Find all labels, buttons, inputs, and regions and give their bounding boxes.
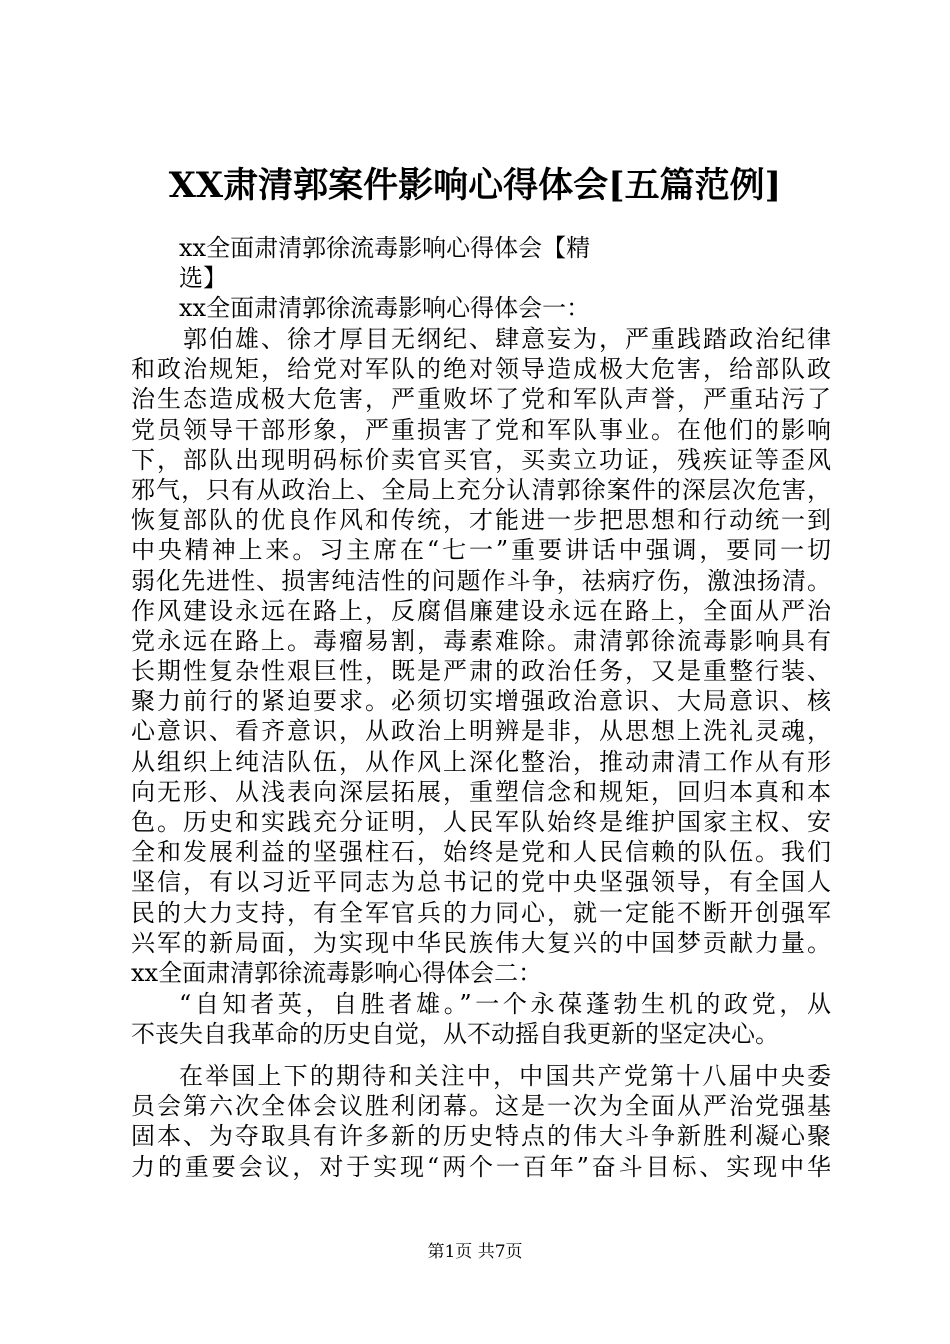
text-line: 固本、为夺取具有许多新的历史特点的伟大斗争新胜利凝心聚 — [131, 1122, 831, 1151]
intro-line: xx全面肃清郭徐流毒影响心得体会一： — [179, 294, 591, 323]
text-line: 中央精神上来。习主席在“七一”重要讲话中强调，要同一切 — [131, 536, 831, 565]
document-title: XX肃清郭案件影响心得体会[五篇范例] — [168, 165, 782, 206]
intro-line: xx全面肃清郭徐流毒影响心得体会【精 — [179, 234, 591, 262]
text-line: 坚信，有以习近平同志为总书记的党中央坚强领导，有全国人 — [131, 868, 831, 897]
paragraph-2 — [131, 989, 831, 1049]
text-line: 作风建设永远在路上，反腐倡廉建设永远在路上，全面从严治 — [131, 596, 831, 625]
text-line: 郭伯雄、徐才厚目无纲纪、肆意妄为，严重践踏政治纪律 — [131, 325, 831, 353]
text-line: 恢复部队的优良作风和传统，才能进一步把思想和行动统一到 — [131, 506, 831, 535]
text-line: 邪气，只有从政治上、全局上充分认清郭徐案件的深层次危害， — [131, 475, 831, 504]
paragraph-1 — [131, 324, 831, 988]
section-heading-line: xx全面肃清郭徐流毒影响心得体会二： — [131, 958, 543, 987]
text-line: 弱化先进性、损害纯洁性的问题作斗争，祛病疗伤，激浊扬清。 — [131, 566, 831, 595]
page-footer: 第1页 共7页 — [427, 1242, 523, 1262]
text-line: 长期性复杂性艰巨性，既是严肃的政治任务，又是重整行装、 — [131, 657, 831, 686]
intro-line: 选】 — [179, 264, 227, 293]
text-line: 聚力前行的紧迫要求。必须切实增强政治意识、大局意识、核 — [131, 687, 831, 716]
text-line: 下，部队出现明码标价卖官买官，买卖立功证，残疾证等歪风 — [131, 445, 831, 474]
text-line: 党永远在路上。毒瘤易割，毒素难除。肃清郭徐流毒影响具有 — [131, 626, 831, 655]
text-line: 色。历史和实践充分证明，人民军队始终是维护国家主权、安 — [131, 808, 831, 836]
paragraph-3 — [131, 1061, 831, 1182]
text-line: 在举国上下的期待和关注中，中国共产党第十八届中央委 — [179, 1062, 831, 1090]
text-line: 治生态造成极大危害，严重败坏了党和军队声誉，严重玷污了 — [131, 385, 831, 414]
text-line: 和政治规矩，给党对军队的绝对领导造成极大危害，给部队政 — [131, 355, 831, 384]
text-line: 全和发展利益的坚强柱石，始终是党和人民信赖的队伍。我们 — [131, 838, 831, 867]
text-line: 员会第六次全体会议胜利闭幕。这是一次为全面从严治党强基 — [131, 1092, 831, 1121]
text-line: 从组织上纯洁队伍，从作风上深化整治，推动肃清工作从有形 — [131, 747, 831, 776]
text-line: 向无形、从浅表向深层拓展，重塑信念和规矩，回归本真和本 — [131, 777, 831, 806]
text-line: 兴军的新局面，为实现中华民族伟大复兴的中国梦贡献力量。 — [131, 928, 831, 957]
text-line: 不丧失自我革命的历史自觉，从不动摇自我更新的坚定决心。 — [131, 1020, 779, 1049]
text-line: 民的大力支持，有全军官兵的力同心，就一定能不断开创强军 — [131, 898, 831, 927]
text-line: 力的重要会议，对于实现“两个一百年”奋斗目标、实现中华 — [131, 1152, 831, 1181]
text-line: 心意识、看齐意识，从政治上明辨是非，从思想上洗礼灵魂， — [131, 717, 831, 746]
text-line: “自知者英，自胜者雄。”一个永葆蓬勃生机的政党，从 — [179, 990, 831, 1018]
intro-block — [179, 233, 619, 324]
text-line: 党员领导干部形象，严重损害了党和军队事业。在他们的影响 — [131, 415, 831, 444]
